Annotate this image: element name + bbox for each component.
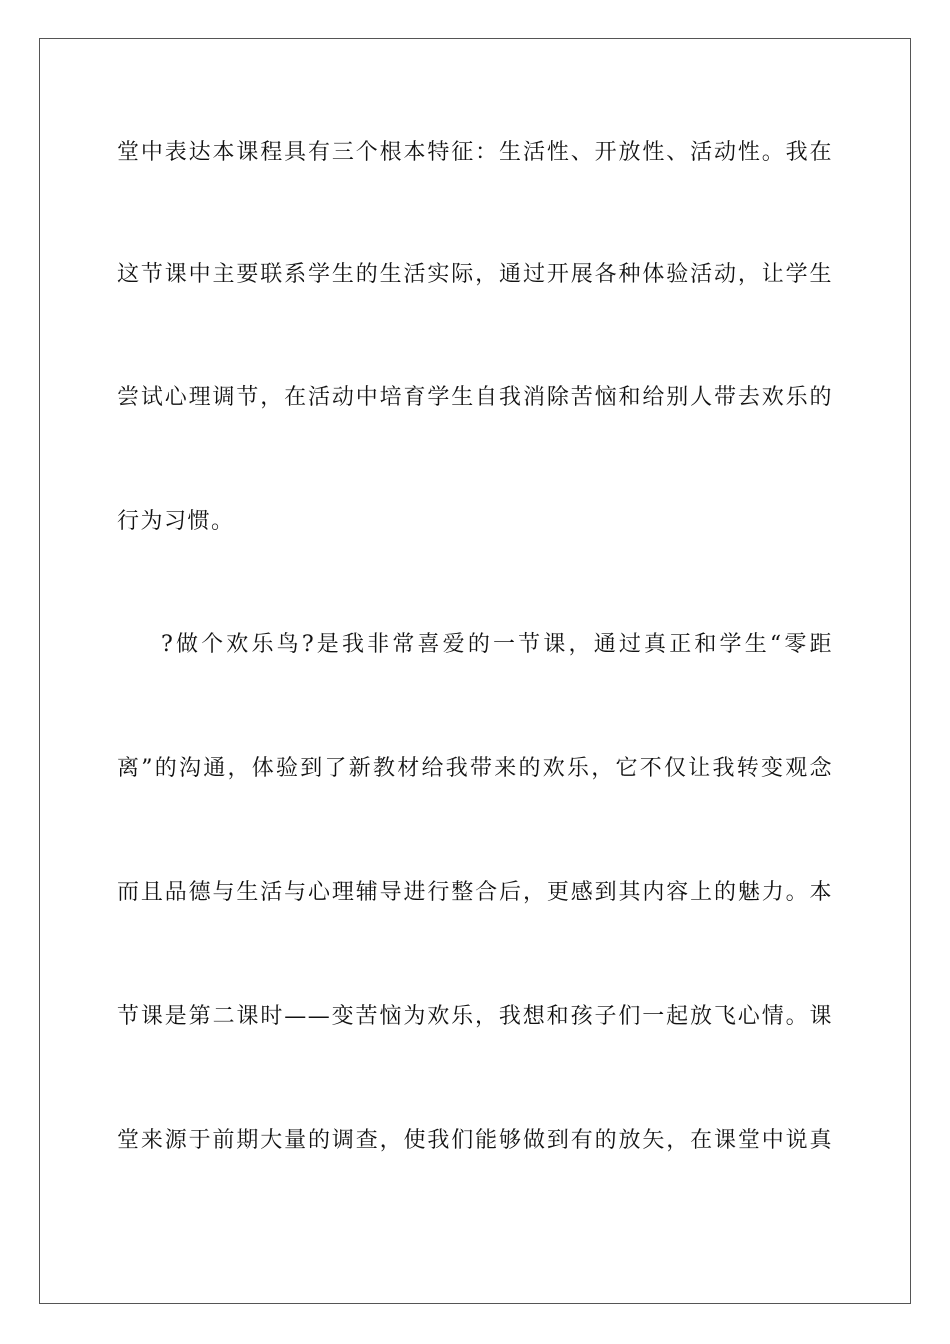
text-line-6: 离”的沟通，体验到了新教材给我带来的欢乐，它不仅让我转变观念 <box>117 756 833 781</box>
text-line-3: 尝试心理调节，在活动中培育学生自我消除苦恼和给别人带去欢乐的 <box>117 385 833 410</box>
text-line-8: 节课是第二课时——变苦恼为欢乐，我想和孩子们一起放飞心情。课 <box>117 1004 833 1029</box>
page-border <box>39 38 911 1304</box>
text-line-7: 而且品德与生活与心理辅导进行整合后，更感到其内容上的魅力。本 <box>117 880 833 905</box>
text-line-4: 行为习惯。 <box>117 509 235 534</box>
text-line-1: 堂中表达本课程具有三个根本特征：生活性、开放性、活动性。我在 <box>117 140 833 165</box>
text-line-5: ?做个欢乐鸟?是我非常喜爱的一节课，通过真正和学生“零距 <box>161 632 833 657</box>
text-line-2: 这节课中主要联系学生的生活实际，通过开展各种体验活动，让学生 <box>117 262 833 287</box>
text-line-9: 堂来源于前期大量的调查，使我们能够做到有的放矢，在课堂中说真 <box>117 1128 833 1153</box>
